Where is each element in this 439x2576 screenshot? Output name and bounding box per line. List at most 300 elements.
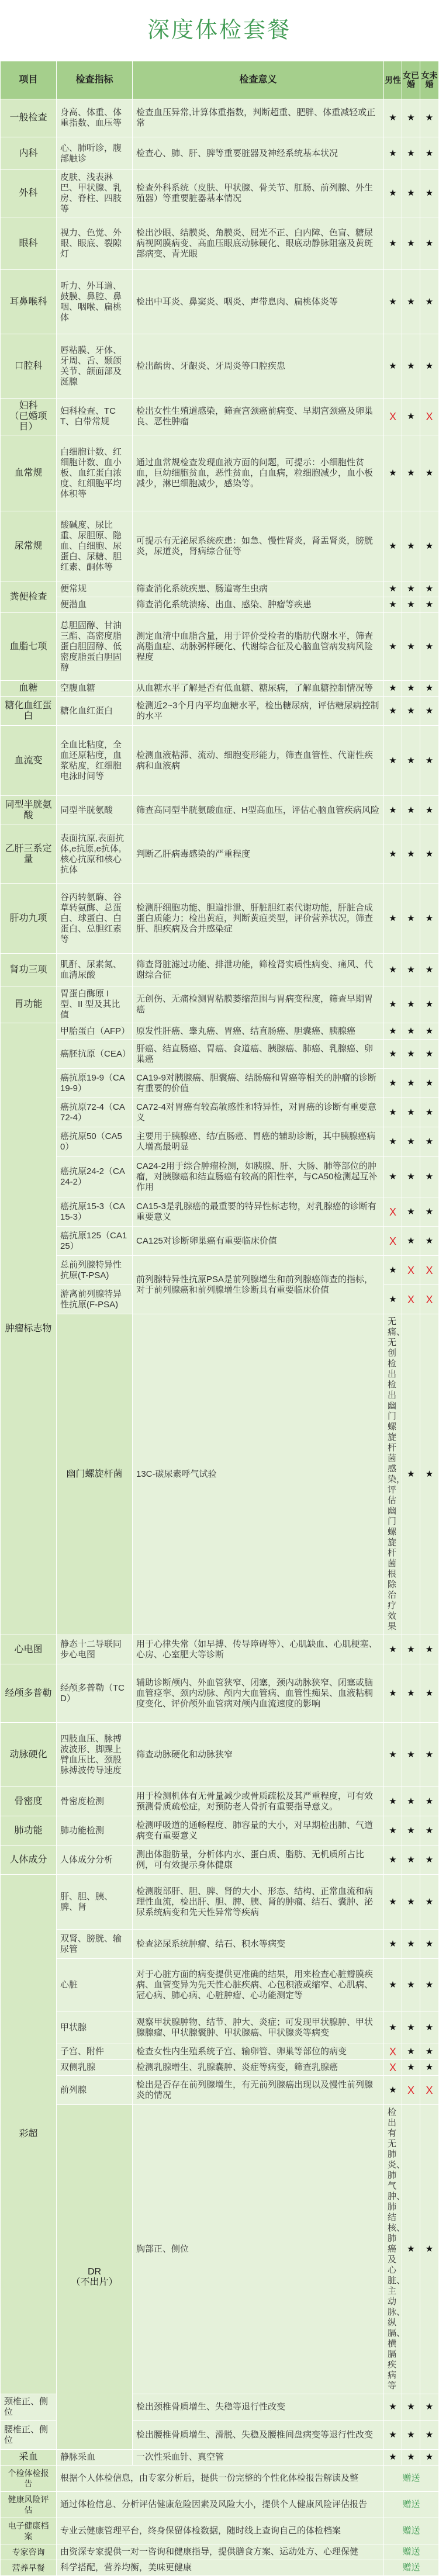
star-mark-male: ★ bbox=[384, 1846, 402, 1875]
star-mark-female-married: ★ bbox=[402, 1023, 420, 1040]
item-name: 糖化血红蛋白 bbox=[1, 697, 57, 726]
item-name: 眼科 bbox=[1, 217, 57, 270]
star-mark-female-married: ★ bbox=[402, 1930, 420, 1959]
indicator-cell: 癌抗原125（CA125） bbox=[57, 1227, 133, 1256]
star-mark-female-unmarried: ★ bbox=[420, 2450, 439, 2466]
meaning-cell: 判断乙肝病毒感染的严重程度 bbox=[133, 825, 384, 884]
star-mark-male: ★ bbox=[384, 796, 402, 825]
table-row bbox=[1, 681, 439, 697]
indicator-cell: 前列腺 bbox=[57, 2076, 133, 2105]
item-name: 心电图 bbox=[1, 1635, 57, 1664]
table-row bbox=[1, 1664, 439, 1723]
star-mark-female-unmarried: ★ bbox=[420, 581, 439, 597]
star-mark-female-unmarried: ★ bbox=[420, 1816, 439, 1846]
star-mark-male: ★ bbox=[402, 2105, 420, 2394]
star-mark-female-married: ★ bbox=[402, 884, 420, 954]
table-row bbox=[1, 217, 439, 270]
star-mark-male: ★ bbox=[384, 581, 402, 597]
table-row bbox=[1, 1127, 439, 1157]
star-mark-female-married: ★ bbox=[402, 954, 420, 986]
table-row bbox=[1, 1930, 439, 1959]
table-row bbox=[1, 1723, 439, 1787]
meaning-cell: 检测腹部肝、胆、脾、肾的大小、形态、结构、正常血流和病理性血流，检出肝、胆、脾、胰、肾的肿瘤、结石、囊肿、泌尿系统病变和先天性异常等疾病 bbox=[133, 1875, 384, 1930]
star-mark-female-married: ★ bbox=[402, 270, 420, 334]
meaning-cell: 检查女性内生殖系统子宫、输卵管、卵巢等部位的病变 bbox=[133, 2044, 384, 2060]
indicator-cell: 双侧乳腺 bbox=[57, 2060, 133, 2076]
indicator-cell: 妇科检查、TCT、白带常规 bbox=[57, 399, 133, 435]
service-description: 根据个人体检信息，由专家分析后，提供一份完整的个性化体检报告解读及整 bbox=[57, 2466, 384, 2492]
service-name: 健康风险评估 bbox=[1, 2492, 57, 2518]
table-row bbox=[1, 2076, 439, 2105]
indicator-cell: 同型半胱氨酸 bbox=[57, 796, 133, 825]
item-name: 胃功能 bbox=[1, 986, 57, 1023]
meaning-cell: CA19-9对胰腺癌、胆囊癌、结肠癌和胃癌等相关的肿瘤的诊断有重要的价值 bbox=[133, 1069, 384, 1098]
indicator-cell: 肌酐、尿素氮、血清尿酸 bbox=[57, 954, 133, 986]
star-mark-male: ★ bbox=[384, 270, 402, 334]
star-mark-female-unmarried: ★ bbox=[420, 1959, 439, 2011]
star-mark-male: ★ bbox=[384, 681, 402, 697]
star-mark-female-unmarried: ★ bbox=[420, 1635, 439, 1664]
star-mark-female-unmarried: ★ bbox=[420, 1846, 439, 1875]
table-row bbox=[1, 884, 439, 954]
star-mark-female-unmarried: ★ bbox=[420, 1930, 439, 1959]
star-mark-male: ★ bbox=[384, 511, 402, 581]
indicator-cell: 心、肺听诊，腹部触诊 bbox=[57, 137, 133, 170]
table-row bbox=[1, 2060, 439, 2076]
table-row bbox=[1, 137, 439, 170]
meaning-cell: 检出颈椎骨质增生、失稳等退行性改变 bbox=[133, 2394, 384, 2421]
table-row bbox=[1, 986, 439, 1023]
star-mark-female-married: ★ bbox=[402, 1664, 420, 1723]
indicator-cell: 全血比粘度，全血还原粘度，血浆粘度，红细胞电泳时间等 bbox=[57, 726, 133, 796]
meaning-cell: 检查外科系统（皮肤、甲状腺、骨关节、肛肠、前列腺、外生殖器）等重要脏器基本情况 bbox=[133, 170, 384, 217]
table-row bbox=[1, 954, 439, 986]
cross-mark-female-unmarried: X bbox=[420, 399, 439, 435]
star-mark-female-unmarried: ★ bbox=[420, 2044, 439, 2060]
star-mark-female-unmarried: ★ bbox=[420, 1069, 439, 1098]
indicator-cell: 糖化血红蛋白 bbox=[57, 697, 133, 726]
star-mark-male: ★ bbox=[384, 435, 402, 511]
meaning-cell: 检出中耳炎、鼻窦炎、咽炎、声带息肉、扁桃体炎等 bbox=[133, 270, 384, 334]
service-name: 电子健康档案 bbox=[1, 2518, 57, 2544]
cross-mark-male: X bbox=[384, 399, 402, 435]
indicator-cell: 癌抗原24-2（CA24-2） bbox=[57, 1157, 133, 1197]
star-mark-male: ★ bbox=[384, 1723, 402, 1787]
meaning-cell: 检测肝细胞功能、胆道排泄、肝脏胆红素代谢功能，肝脏合成蛋白质能力；检出黄疸，判断黄疸类型，评价营养状况，筛查肝、胆疾病及合并感染症 bbox=[133, 884, 384, 954]
header-meaning: 检查意义 bbox=[133, 61, 384, 99]
star-mark-female-married: ★ bbox=[402, 2011, 420, 2044]
star-mark-female-unmarried: ★ bbox=[420, 435, 439, 511]
star-mark-female-married: ★ bbox=[402, 1875, 420, 1930]
item-name: DR （不出片） bbox=[57, 2105, 133, 2450]
indicator-cell: 癌胚抗原（CEA） bbox=[57, 1040, 133, 1069]
star-mark-male: ★ bbox=[384, 1023, 402, 1040]
meaning-cell: 筛查高同型半胱氨酸血症、H型高血压，评估心脑血管疾病风险 bbox=[133, 796, 384, 825]
meaning-cell: 原发性肝癌、睾丸癌、胃癌、结直肠癌、胆囊癌、胰腺癌 bbox=[133, 1023, 384, 1040]
service-description: 由资深专家提供一对一咨询和健康指导，提供膳食方案、运动处方、心理保健 bbox=[57, 2544, 384, 2560]
star-mark-male: ★ bbox=[384, 137, 402, 170]
star-mark-female-married: ★ bbox=[402, 1197, 420, 1227]
star-mark-male: ★ bbox=[384, 1875, 402, 1930]
star-mark-female-married: ★ bbox=[402, 986, 420, 1023]
star-mark-female-unmarried: ★ bbox=[420, 1098, 439, 1127]
star-mark-male: ★ bbox=[384, 1098, 402, 1127]
table-row bbox=[1, 1227, 439, 1256]
service-description: 通过体检信息、分析评估健康危险因素及风险大小，提供个人健康风险评估报告 bbox=[57, 2492, 384, 2518]
indicator-cell: 四肢血压、脉搏波波形、脚踝上臂血压比、颈股脉搏波传导速度 bbox=[57, 1723, 133, 1787]
star-mark-female-married: ★ bbox=[402, 435, 420, 511]
indicator-cell: 听力、外耳道、鼓膜、鼻腔、鼻咽、咽喉、扁桃体 bbox=[57, 270, 133, 334]
item-name: 肺功能 bbox=[1, 1816, 57, 1846]
table-row bbox=[1, 825, 439, 884]
star-mark-female-married: ★ bbox=[402, 1040, 420, 1069]
indicator-cell: 肺功能检测 bbox=[57, 1816, 133, 1846]
meaning-cell: 主要用于胰腺癌、结/直肠癌、胃癌的辅助诊断，其中胰腺癌病人增高最明显 bbox=[133, 1127, 384, 1157]
service-row bbox=[1, 2492, 439, 2518]
indicator-cell: 游离前列腺特异性抗原(F-PSA) bbox=[57, 1285, 133, 1314]
meaning-cell: 检查心、肺、肝、脾等重要脏器及神经系统基本状况 bbox=[133, 137, 384, 170]
star-mark-male: ★ bbox=[384, 954, 402, 986]
item-name: 采血 bbox=[1, 2450, 57, 2466]
star-mark-male: ★ bbox=[384, 217, 402, 270]
item-name: 尿常规 bbox=[1, 511, 57, 581]
meaning-cell: CA125对诊断卵巢癌有重要临床价值 bbox=[133, 1227, 384, 1256]
star-mark-female-unmarried: ★ bbox=[420, 1227, 439, 1256]
indicator-cell: 总前列腺特异性抗原(T-PSA) bbox=[57, 1256, 133, 1285]
item-name: 经颅多普勒 bbox=[1, 1664, 57, 1723]
table-row bbox=[1, 1197, 439, 1227]
star-mark-male: ★ bbox=[384, 2421, 402, 2450]
table-row bbox=[1, 1069, 439, 1098]
star-mark-female-married: ★ bbox=[402, 334, 420, 399]
item-name: 动脉硬化 bbox=[1, 1723, 57, 1787]
item-name: 血糖 bbox=[1, 681, 57, 697]
star-mark-female-unmarried: ★ bbox=[420, 1157, 439, 1197]
star-mark-female-married: ★ bbox=[402, 697, 420, 726]
meaning-cell: 筛查消化系统溃疡、出血、感染、肿瘤等疾患 bbox=[133, 597, 384, 613]
star-mark-male: ★ bbox=[384, 986, 402, 1023]
cross-mark-male: X bbox=[384, 1197, 402, 1227]
page-title: 深度体检套餐 bbox=[147, 18, 291, 43]
star-mark-female-married: ★ bbox=[402, 137, 420, 170]
meaning-cell: CA15-3是乳腺癌的最重要的特异性标志物，对乳腺癌的诊断有重要意义 bbox=[133, 1197, 384, 1227]
table-row bbox=[1, 1787, 439, 1816]
star-mark-female-married: ★ bbox=[402, 1846, 420, 1875]
service-row bbox=[1, 2544, 439, 2560]
table-row bbox=[1, 1157, 439, 1197]
meaning-cell: 检查泌尿系统肿瘤、结石、积水等病变 bbox=[133, 1930, 384, 1959]
cross-mark-female-unmarried: X bbox=[420, 2076, 439, 2105]
service-description: 专业云健康管理平台，终身保留体检数据，随时线上查询自己的体检档案 bbox=[57, 2518, 384, 2544]
table-row bbox=[1, 796, 439, 825]
star-mark-female-unmarried: ★ bbox=[420, 137, 439, 170]
meaning-cell: 通过血常规检查发现血液方面的问题，可提示：小细胞性贫血，巨幼细胞贫血，恶性贫血，白血病，粒细胞减少，血小板减少，淋巴细胞减少，感染等。 bbox=[133, 435, 384, 511]
indicator-cell: 视力、色觉、外眼、眼底、裂隙灯 bbox=[57, 217, 133, 270]
table-row bbox=[1, 581, 439, 597]
table-row bbox=[1, 1040, 439, 1069]
star-mark-female-unmarried: ★ bbox=[420, 884, 439, 954]
meaning-cell: 检测乳腺增生、乳腺囊肿、炎症等病变，筛查乳腺癌 bbox=[133, 2060, 384, 2076]
header-item: 项目 bbox=[1, 61, 57, 99]
star-mark-male: ★ bbox=[384, 726, 402, 796]
item-name: 一般检查 bbox=[1, 99, 57, 137]
star-mark-male: ★ bbox=[384, 1664, 402, 1723]
indicator-cell: 癌抗原19-9（CA19-9） bbox=[57, 1069, 133, 1098]
indicator-cell: 胃蛋白酶原 I 型、II 型及其比值 bbox=[57, 986, 133, 1023]
star-mark-female-married: ★ bbox=[402, 399, 420, 435]
table-row bbox=[1, 1846, 439, 1875]
item-name: 粪便检查 bbox=[1, 581, 57, 613]
star-mark-male: ★ bbox=[384, 334, 402, 399]
item-name: 口腔科 bbox=[1, 334, 57, 399]
star-mark-female-married: ★ bbox=[420, 2105, 439, 2394]
meaning-cell: 检出有无肺炎、肺气肿、肺结核、肺癌及心脏、主动脉、纵膈、横膈疾病等 bbox=[384, 2105, 402, 2394]
indicator-cell: 便潜血 bbox=[57, 597, 133, 613]
table-row bbox=[1, 2105, 439, 2394]
star-mark-male: ★ bbox=[402, 1314, 420, 1635]
indicator-cell: 空腹血糖 bbox=[57, 681, 133, 697]
indicator-cell: 颈椎正、侧位 bbox=[1, 2394, 57, 2421]
star-mark-female-unmarried: ★ bbox=[420, 334, 439, 399]
star-mark-male: ★ bbox=[384, 2076, 402, 2105]
star-mark-female-unmarried: ★ bbox=[420, 1197, 439, 1227]
indicator-cell: 人体成分分析 bbox=[57, 1846, 133, 1875]
gift-label: 赠送 bbox=[384, 2518, 439, 2544]
service-name: 个检体检报告 bbox=[1, 2466, 57, 2492]
cross-mark-male: X bbox=[384, 2044, 402, 2060]
gift-label: 赠送 bbox=[384, 2492, 439, 2518]
star-mark-female-married: ★ bbox=[402, 1227, 420, 1256]
item-name: 人体成分 bbox=[1, 1846, 57, 1875]
star-mark-male: ★ bbox=[384, 1285, 402, 1314]
star-mark-male: ★ bbox=[384, 1157, 402, 1197]
item-name: 血脂七项 bbox=[1, 613, 57, 681]
service-row bbox=[1, 2518, 439, 2544]
star-mark-female-unmarried: ★ bbox=[420, 825, 439, 884]
table-row bbox=[1, 1098, 439, 1127]
star-mark-female-unmarried: ★ bbox=[420, 697, 439, 726]
star-mark-female-unmarried: ★ bbox=[420, 726, 439, 796]
meaning-cell: 前列腺特异性抗原PSA是前列腺增生和前列腺癌筛查的指标，对于前列腺癌和前列腺增生诊断具有重要临床价值 bbox=[133, 1256, 384, 1314]
item-name: 肿瘤标志物 bbox=[1, 1023, 57, 1635]
table-row bbox=[1, 399, 439, 435]
item-name: 血流变 bbox=[1, 726, 57, 796]
star-mark-female-married: ★ bbox=[402, 681, 420, 697]
table-row bbox=[1, 270, 439, 334]
star-mark-male: ★ bbox=[384, 1635, 402, 1664]
indicator-cell: 皮肤、浅表淋巴、甲状腺、乳房、脊柱、四肢等 bbox=[57, 170, 133, 217]
indicator-cell: 心脏 bbox=[57, 1959, 133, 2011]
table-row bbox=[1, 1256, 439, 1285]
star-mark-male: ★ bbox=[384, 2394, 402, 2421]
star-mark-female-unmarried: ★ bbox=[420, 270, 439, 334]
star-mark-female-married: ★ bbox=[402, 2060, 420, 2076]
table-row bbox=[1, 597, 439, 613]
item-name: 妇科 （已婚项目） bbox=[1, 399, 57, 435]
star-mark-female-married: ★ bbox=[402, 796, 420, 825]
indicator-cell: 13C-碳尿素呼气试验 bbox=[133, 1314, 384, 1635]
star-mark-female-unmarried: ★ bbox=[420, 170, 439, 217]
star-mark-male: ★ bbox=[384, 1787, 402, 1816]
star-mark-female-married: ★ bbox=[402, 1816, 420, 1846]
star-mark-female-married: ★ bbox=[402, 511, 420, 581]
meaning-cell: 从血糖水平了解是否有低血糖、糖尿病，了解血糖控制情况等 bbox=[133, 681, 384, 697]
star-mark-female-unmarried: ★ bbox=[420, 954, 439, 986]
header-male: 男性 bbox=[384, 61, 402, 99]
star-mark-female-unmarried: ★ bbox=[420, 1040, 439, 1069]
item-name: 内科 bbox=[1, 137, 57, 170]
item-name: 同型半胱氨酸 bbox=[1, 796, 57, 825]
meaning-cell: 筛查动脉硬化和动脉狭窄 bbox=[133, 1723, 384, 1787]
indicator-cell: 唇粘膜、牙体、牙周、舌、颞颌关节、颌面部及涎腺 bbox=[57, 334, 133, 399]
package-table bbox=[0, 61, 439, 2576]
star-mark-female-unmarried: ★ bbox=[420, 613, 439, 681]
indicator-cell: 身高、体重、体重指数、血压等 bbox=[57, 99, 133, 137]
item-name: 血常规 bbox=[1, 435, 57, 511]
table-row bbox=[1, 1875, 439, 1930]
star-mark-female-married: ★ bbox=[402, 726, 420, 796]
table-header-row bbox=[1, 61, 439, 99]
table-row bbox=[1, 435, 439, 511]
star-mark-female-married: ★ bbox=[402, 1127, 420, 1157]
meaning-cell: 检出沙眼、结膜炎、角膜炎、屈光不正、白内障、色盲、糖尿病视网膜病变、高血压眼底动脉硬化、眼底动静脉阻塞及黄斑部病变、青光眼 bbox=[133, 217, 384, 270]
star-mark-male: ★ bbox=[384, 170, 402, 217]
meaning-cell: 无创伤、无痛检测胃粘膜萎缩范围与胃病变程度，筛查早期胃癌 bbox=[133, 986, 384, 1023]
star-mark-female-unmarried: ★ bbox=[420, 986, 439, 1023]
cross-mark-female-unmarried: X bbox=[420, 1256, 439, 1285]
indicator-cell: 酸碱度、尿比重、尿胆原、隐血、白细胞、尿蛋白、尿糖、胆红素、酮体等 bbox=[57, 511, 133, 581]
item-name: 幽门螺旋杆菌 bbox=[57, 1314, 133, 1635]
indicator-cell: 甲状腺 bbox=[57, 2011, 133, 2044]
cross-mark-female-married: X bbox=[402, 2076, 420, 2105]
star-mark-female-unmarried: ★ bbox=[420, 99, 439, 137]
meaning-cell: 检测近2~3个月内平均血糖水平，检出糖尿病，评估糖尿病控制的水平 bbox=[133, 697, 384, 726]
table-row bbox=[1, 1959, 439, 2011]
star-mark-female-married: ★ bbox=[402, 2044, 420, 2060]
meaning-cell: 检出女性生殖道感染，筛查宫颈癌前病变、早期宫颈癌及卵巢良、恶性肿瘤 bbox=[133, 399, 384, 435]
indicator-cell: 肝、胆、胰、脾、肾 bbox=[57, 1875, 133, 1930]
star-mark-female-married: ★ bbox=[402, 1098, 420, 1127]
star-mark-female-married: ★ bbox=[402, 1787, 420, 1816]
table-row bbox=[1, 1023, 439, 1040]
item-name: 耳鼻喉科 bbox=[1, 270, 57, 334]
star-mark-male: ★ bbox=[384, 99, 402, 137]
star-mark-male: ★ bbox=[384, 825, 402, 884]
star-mark-female-married: ★ bbox=[402, 597, 420, 613]
indicator-cell: 胸部正、侧位 bbox=[133, 2105, 384, 2394]
table-row bbox=[1, 697, 439, 726]
item-name: 外科 bbox=[1, 170, 57, 217]
indicator-cell: 静脉采血 bbox=[57, 2450, 133, 2466]
indicator-cell: 癌抗原72-4（CA72-4） bbox=[57, 1098, 133, 1127]
gift-label: 赠送 bbox=[384, 2544, 439, 2560]
header-female-married: 女已婚 bbox=[402, 61, 420, 99]
star-mark-female-married: ★ bbox=[402, 99, 420, 137]
star-mark-female-married: ★ bbox=[402, 1959, 420, 2011]
table-row bbox=[1, 99, 439, 137]
star-mark-female-unmarried: ★ bbox=[420, 2394, 439, 2421]
service-name: 专家咨询 bbox=[1, 2544, 57, 2560]
meaning-cell: 一次性采血针、真空管 bbox=[133, 2450, 384, 2466]
star-mark-female-married: ★ bbox=[402, 2394, 420, 2421]
cross-mark-female-unmarried: X bbox=[420, 1285, 439, 1314]
meaning-cell: 检出是否存在前列腺增生，有无前列腺癌出现以及慢性前列腺炎的情况 bbox=[133, 2076, 384, 2105]
meaning-cell: 辅助诊断颅内、外血管狭窄、闭塞，颈内动脉狭窄、闭塞或脑血管痉挛、颈内动脉、颅内大血管病、血管性痴呆、血液粘稠度变化、评价颅外血管病对颅内血流速度的影响 bbox=[133, 1664, 384, 1723]
star-mark-male: ★ bbox=[384, 1816, 402, 1846]
item-name: 彩超 bbox=[1, 1875, 57, 2394]
item-name: 乙肝三系定量 bbox=[1, 825, 57, 884]
star-mark-male: ★ bbox=[384, 1930, 402, 1959]
star-mark-female-married: ★ bbox=[402, 170, 420, 217]
table-body bbox=[1, 99, 439, 2576]
meaning-cell: 检测血液粘滞、流动、细胞变形能力，筛查血管性、代谢性疾病和血液病 bbox=[133, 726, 384, 796]
service-row bbox=[1, 2466, 439, 2492]
meaning-cell: 用于心律失常（如早搏、传导障碍等）、心肌缺血、心肌梗塞、心房、心室肥大等诊断 bbox=[133, 1635, 384, 1664]
star-mark-female-unmarried: ★ bbox=[420, 681, 439, 697]
star-mark-female-married: ★ bbox=[402, 2450, 420, 2466]
star-mark-female-married: ★ bbox=[402, 2421, 420, 2450]
star-mark-female-married: ★ bbox=[402, 1635, 420, 1664]
meaning-cell: 观察甲状腺肿物、结节、肿大、炎症；可发现甲状腺肿、甲状腺腺瘤、甲状腺囊肿、甲状腺癌、甲状腺炎等病变 bbox=[133, 2011, 384, 2044]
table-row bbox=[1, 2450, 439, 2466]
meaning-cell: CA72-4对胃癌有较高敏感性和特异性，对胃癌的诊断有重要意义 bbox=[133, 1098, 384, 1127]
indicator-cell: 白细胞计数、红细胞计数、血小板、血红蛋白浓度、红细胞平均体积等 bbox=[57, 435, 133, 511]
meaning-cell: 检查血压异常,计算体重指数，判断超重、肥胖、体重减轻或正常 bbox=[133, 99, 384, 137]
table-row bbox=[1, 511, 439, 581]
star-mark-male: ★ bbox=[384, 613, 402, 681]
table-row bbox=[1, 613, 439, 681]
star-mark-female-unmarried: ★ bbox=[420, 1723, 439, 1787]
table-row bbox=[1, 1314, 439, 1635]
indicator-cell: 癌抗原50（CA50） bbox=[57, 1127, 133, 1157]
star-mark-male: ★ bbox=[384, 2011, 402, 2044]
star-mark-male: ★ bbox=[384, 1069, 402, 1098]
item-name: 骨密度 bbox=[1, 1787, 57, 1816]
indicator-cell: 静态十二导联同步心电图 bbox=[57, 1635, 133, 1664]
star-mark-female-married: ★ bbox=[420, 1314, 439, 1635]
star-mark-female-married: ★ bbox=[402, 613, 420, 681]
table-row bbox=[1, 1635, 439, 1664]
indicator-cell: 表面抗原,表面抗体,e抗原,e抗体,核心抗原和核心抗体 bbox=[57, 825, 133, 884]
table-row bbox=[1, 2044, 439, 2060]
star-mark-female-married: ★ bbox=[402, 581, 420, 597]
star-mark-female-unmarried: ★ bbox=[420, 2421, 439, 2450]
service-name: 营养早餐 bbox=[1, 2560, 57, 2576]
indicator-cell: 经颅多普勒（TCD） bbox=[57, 1664, 133, 1723]
meaning-cell: 检出龋齿、牙龈炎、牙周炎等口腔疾患 bbox=[133, 334, 384, 399]
star-mark-female-unmarried: ★ bbox=[420, 597, 439, 613]
star-mark-female-married: ★ bbox=[402, 217, 420, 270]
table-row bbox=[1, 1816, 439, 1846]
service-description: 科学搭配，营养均衡，美味更健康 bbox=[57, 2560, 384, 2576]
indicator-cell: 子宫、附件 bbox=[57, 2044, 133, 2060]
star-mark-female-unmarried: ★ bbox=[420, 511, 439, 581]
indicator-cell: 双肾、膀胱、输尿管 bbox=[57, 1930, 133, 1959]
star-mark-female-married: ★ bbox=[402, 1723, 420, 1787]
header-indicator: 检查指标 bbox=[57, 61, 133, 99]
star-mark-female-unmarried: ★ bbox=[420, 1875, 439, 1930]
header-female-unmarried: 女未婚 bbox=[420, 61, 439, 99]
meaning-cell: 肝癌、结直肠癌、胃癌、食道癌、胰腺癌、肺癌、乳腺癌、卵巢癌 bbox=[133, 1040, 384, 1069]
gift-label: 赠送 bbox=[384, 2466, 439, 2492]
meaning-cell: 测定血清中血脂含量，用于评价受检者的脂肪代谢水平，筛查高脂血症、动脉粥样硬化、代谢综合征及心脑血管病发病风险程度 bbox=[133, 613, 384, 681]
meaning-cell: 无痛、无创检出检出幽门螺旋杆菌感染，评估幽门螺旋杆菌根除治疗效果 bbox=[384, 1314, 402, 1635]
table-row bbox=[1, 170, 439, 217]
star-mark-female-married: ★ bbox=[402, 1069, 420, 1098]
meaning-cell: 测出体脂肪量，分析体内水、蛋白质、脂肪、无机质所占比例，可有效提示身体健康 bbox=[133, 1846, 384, 1875]
meaning-cell: 用于检测机体有无骨量减少或骨质疏松及其严重程度，可有效预测骨质疏松症，对预防老人骨折有重要指导意义。 bbox=[133, 1787, 384, 1816]
table-row bbox=[1, 2011, 439, 2044]
